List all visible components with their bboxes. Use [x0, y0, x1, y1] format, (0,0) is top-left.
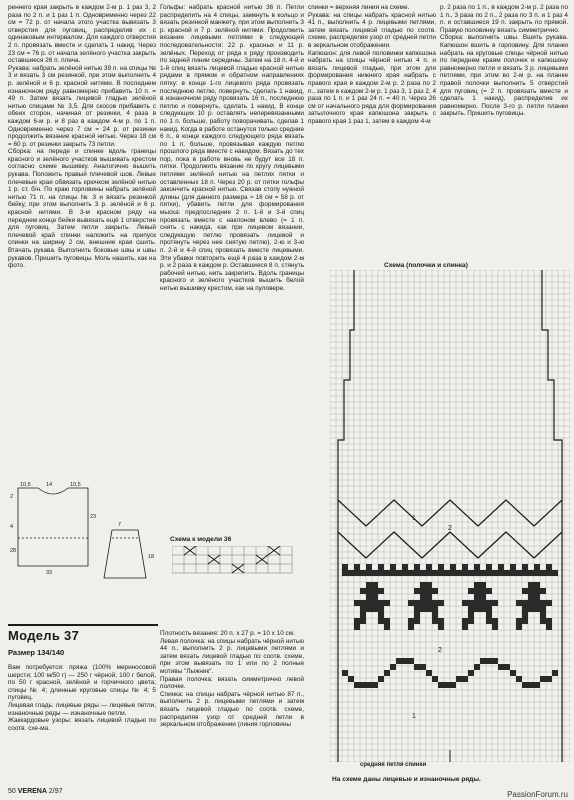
motif-cell — [528, 588, 534, 594]
motif-cell — [492, 570, 498, 576]
motif-cell — [420, 570, 426, 576]
motif-cell — [474, 594, 480, 600]
motif-cell — [408, 658, 414, 664]
motif-cell — [474, 582, 480, 588]
motif-cell — [546, 600, 552, 606]
paragraph: Лицевая гладь: лицевые ряды — лицевые петли, изнаночные ряды — изнаночные петли. — [8, 701, 156, 717]
motif-cell — [510, 570, 516, 576]
motif-cell — [474, 664, 480, 670]
motif-cell — [468, 612, 474, 618]
paragraph: Левая полочка: на спицы набрать чёрной нитью 44 п., выполнить 2 р. лицевыми петлями и затем вязать лицевой гладью по соотв. схеме, при этом вывязать по 1 или по 2 полные мотивы "Лыжник". — [160, 637, 304, 675]
motif-cell — [402, 570, 408, 576]
dim-label: 23 — [90, 514, 97, 520]
motif-cell — [360, 600, 366, 606]
motif-cell — [342, 670, 348, 676]
motif-cell — [480, 570, 486, 576]
pattern-number: 2 — [438, 647, 442, 654]
motif-cell — [510, 670, 516, 676]
motif-cell — [450, 682, 456, 688]
motif-cell — [546, 618, 552, 624]
paragraph: Сборка: на переде и спинке вдоль границы красного и зелёного участков вышивать крестом согласно схеме вышивку. Аналогично вышить рукава. Положить правый плечевой шов. Левые плечевые края обвязать крючком зелёной нитью 1 р. ст. б/н. По краю горловины набрать зелёной нитью 71 п. на спицы № 3 и вязать резинкой бейку, при этом выполнить 3 р. зелёной и 6 р. красной нитями. В 3-м красном ряду на переднем конце бейки вывязать ещё 1 отверстие для пуговиц. Затем петли закрыть. Левый плечевой край спинки наложить на припуск спинки на ширину 2 см, внешние края сшить. Втачать рукава. Выполнить боковые швы и швы рукавов. Пришить пуговицы. Моль нашить, как на фото. — [8, 148, 156, 270]
motif-cell — [354, 570, 360, 576]
motif-cell — [366, 594, 372, 600]
watermark: PassionForum.ru — [507, 790, 568, 799]
motif-cell — [480, 588, 486, 594]
motif-cell — [420, 606, 426, 612]
motif-cell — [354, 618, 360, 624]
motif-cell — [540, 612, 546, 618]
motif-cell — [498, 564, 504, 570]
motif-cell — [462, 618, 468, 624]
motif-cell — [462, 624, 468, 630]
paragraph: Гольфы: набрать красной нитью 36 п. Петли распределить на 4 спицы, замкнуть в кольцо и вязать резинкой манжету, при этом выполнить 3 р. красной и 7 р. зелёной нитями. Продолжить вязание лицевыми петлями в следующей последовательности: 22 р. красных и 11 р. зелёных. Переход от ряда к ряду производить по задней линии середины. Затем на 18 п. 4-й и 1-й спиц вязать лицевой гладью красной нитью рядами в прямом и обратном направлениях пятку: в конце 1-го лицевого ряда провязать последнюю петлю, повернуть, сделать 1 накид, в изнаночном ряду провязать 16 п., последнюю петлю и повернуть, сделать 1 накид. В конце следующих 10 р. оставлять неперевязанными по 1 п. больше, работу поворачивать, сделав 1 накид. Когда в работе останутся только средние 6 п., в конце каждого следующего ряда вязать по 1 п. больше, провязывая каждую петлю прошлого ряда вместе с накидом. Вязать до тех пор, пока в работе вновь не будут все 18 п. пятки. Продолжить вязание по кругу лицевыми петлями зелёной нитью на петлях пятки и оставленных 18 п. Через 20 р. от пятки гольфы закончить красной нитью. Связав стопу нужной длины (для данного размера ≈ 16 см = 58 р. от пятки), убавить петли для формирования мыска: предпоследние 2 п. 1-й и 3-й спиц провязать вместе с наклоном влево (= 1 п. снять с накида, как при лицевом вязании, следующую петлю провязать лицевой и протянуть через нее снятую петлю), 2-ю и 3-ю п. 2-й и 4-й спиц провязать вместе лицевыми. Эти убавки повторить ещё 4 раза в каждом 2-м р. и 2 раза в каждом р. Оставшиеся 8 п. стянуть рабочей нитью, нить закрепить. Вдоль границы красного и зелёного участков вышить белой нитью вышивку крестом, как на пуловере. — [160, 4, 304, 292]
motif-cell — [360, 606, 366, 612]
motif-cell — [540, 618, 546, 624]
motif-cell — [354, 624, 360, 630]
garment-schematic — [8, 478, 158, 588]
motif-cell — [444, 570, 450, 576]
motif-cell — [348, 676, 354, 682]
motif-cell — [390, 570, 396, 576]
model-heading: Модель 37 — [8, 628, 80, 643]
paragraph: Капюшон: для левой половинки капюшона набрать на спицы чёрной нитью 4 п. и вязать лицевой гладью, при этом для формирования нижнего края набрать с правого края в каждом 2-м р. 2 раза по 2 п., затем в каждом 2-м р. 1 раз 3, 1 раз 2, 4 раза по 1 п. и 1 раз 24 п. = 40 п. Через 26 см от начального ряда для формирования затылочного края капюшона закрыть с правого края 1 раз 1, затем в каждом 4-м — [308, 49, 436, 125]
motif-cell — [354, 600, 360, 606]
motif-cell — [474, 606, 480, 612]
motif-cell — [552, 570, 558, 576]
text-column-4 — [440, 4, 568, 118]
motif-cell — [360, 612, 366, 618]
motif-cell — [378, 588, 384, 594]
motif-cell — [384, 570, 390, 576]
motif-cell — [402, 658, 408, 664]
motif-cell — [498, 664, 504, 670]
motif-cell — [474, 588, 480, 594]
motif-cell — [462, 600, 468, 606]
pattern-number: 1 — [412, 515, 416, 522]
motif-cell — [390, 664, 396, 670]
motif-cell — [504, 664, 510, 670]
chart-note: На схеме даны лицевые и изнаночные ряды. — [332, 776, 481, 783]
issue-number: 2/97 — [48, 788, 63, 795]
motif-cell — [456, 676, 462, 682]
motif-cell — [366, 570, 372, 576]
motif-cell — [402, 564, 408, 570]
magazine-brand: VERENA — [17, 788, 47, 795]
motif-cell — [462, 564, 468, 570]
motif-cell — [474, 564, 480, 570]
text-column-2 — [160, 4, 304, 293]
motif-cell — [432, 676, 438, 682]
motif-cell — [414, 600, 420, 606]
instructions-column — [160, 630, 304, 729]
knitting-chart — [330, 270, 570, 762]
dim-label: 10,5 — [20, 482, 31, 488]
motif-cell — [552, 670, 558, 676]
motif-cell — [468, 618, 474, 624]
section-rule — [8, 624, 158, 626]
motif-cell — [462, 676, 468, 682]
motif-cell — [378, 564, 384, 570]
motif-cell — [432, 618, 438, 624]
motif-cell — [360, 618, 366, 624]
paragraph: Жаккардовые узоры: вязать лицевой гладью по соотв. схе-ма. — [8, 717, 156, 732]
motif-cell — [534, 682, 540, 688]
motif-cell — [414, 570, 420, 576]
motif-cell — [438, 624, 444, 630]
motif-cell — [450, 570, 456, 576]
motif-cell — [534, 564, 540, 570]
page-number: 50 — [8, 788, 16, 795]
motif-cell — [540, 676, 546, 682]
motif-cell — [384, 600, 390, 606]
motif-cell — [546, 570, 552, 576]
motif-cell — [360, 588, 366, 594]
motif-cell — [438, 682, 444, 688]
text-column-3 — [308, 4, 436, 126]
motif-cell — [408, 624, 414, 630]
paragraph: Рукава: набрать зелёной нитью 39 п. на спицы № 3 и вязать 3 см резинкой, при этом выполнить 4 р. зелёной и 6 р. красной нитями. В последнем изнаночном ряду равномерно прибавить 10 п. = 49 п. Затем вязать лицевой гладью зелёной нитью спицами № 3,5. Для скосов прибавить с обеих сторон, начиная от резинки, 4 раза в каждом 6-м р. и 8 раз в каждом 4-м р. по 1 п. Одновременно через 7 см = 24 р. от резинки продолжить вязание красной нитью. Через 18 см = 60 р. от резинки закрыть 73 петли. — [8, 64, 156, 148]
motif-cell — [426, 570, 432, 576]
motif-cell — [426, 588, 432, 594]
motif-cell — [486, 600, 492, 606]
motif-cell — [486, 606, 492, 612]
dim-label: 14 — [46, 482, 53, 488]
motif-cell — [534, 582, 540, 588]
paragraph: Спинка: на спицы набрать чёрной нитью 87 п., выполнить 2 р. лицевыми петлями и затем вязать лицевой гладью по соотв. схеме, распределяя узор от средней петли в зеркальном отображении (линия горловины — [160, 690, 304, 729]
text-column-1 — [8, 4, 156, 270]
motif-cell — [432, 588, 438, 594]
motif-cell — [408, 570, 414, 576]
motif-cell — [414, 606, 420, 612]
motif-cell — [522, 606, 528, 612]
motif-cell — [360, 570, 366, 576]
motif-cell — [516, 676, 522, 682]
paragraph: Сборка: выполнить швы. Вшить рукава. Капюшон вшить в горловину. Для планки набрать на круговые спицы чёрной нитью по переднем краям полочек и капюшону равномерно петли и вязать 3 р. лицевыми петлями, при этом во 2-м р. на планке правой полочки выполнить 5 отверстий для пуговиц (= 2 п. провязать вместе и сделать 1 накид), распределив их равномерно. После 3-го р. петли планки закрыть. Пришить пуговицы. — [440, 34, 568, 118]
motif-cell — [372, 582, 378, 588]
motif-cell — [378, 570, 384, 576]
dim-label: 18 — [148, 554, 155, 560]
pattern-number: 2 — [448, 525, 452, 532]
motif-cell — [408, 600, 414, 606]
motif-cell — [474, 600, 480, 606]
motif-cell — [480, 606, 486, 612]
motif-cell — [540, 600, 546, 606]
paragraph: Плотность вязания: 20 п. x 27 р. = 10 x 10 см. — [160, 630, 295, 637]
motif-cell — [432, 606, 438, 612]
motif-cell — [468, 570, 474, 576]
motif-cell — [366, 600, 372, 606]
main-chart-caption: Схема (полочки и спинка) — [384, 262, 468, 269]
motif-cell — [438, 564, 444, 570]
motif-cell — [486, 564, 492, 570]
motif-cell — [516, 624, 522, 630]
small-chart-grid — [172, 546, 294, 574]
motif-cell — [486, 588, 492, 594]
motif-cell — [432, 612, 438, 618]
motif-cell — [444, 682, 450, 688]
paragraph: р. 2 раза по 1 п., в каждом 2-м р. 2 раза по 1 п., 3 раза по 2 п., 2 раза по 3 п. и 1 раз 4 п. и оставшиеся 19 п. закрыть по прямой. Правую половинку вязать симметрично. — [440, 4, 568, 34]
motif-cell — [480, 600, 486, 606]
motif-cell — [426, 594, 432, 600]
motif-cell — [420, 594, 426, 600]
motif-cell — [426, 582, 432, 588]
paragraph: реннего края закрыть в каждом 2-м р. 1 раз 3, 2 раза по 2 п. и 1 раз 1 п. Одновременно через 22 см = 72 р. от начала этого участка вывязать 3 отверстия для пуговиц, распределив их с одинаковым интервалом. Для каждого отверстия 2 п. провязать вместе и сделать 1 накид. Через 23 см = 76 р. от начала зелёного участка закрыть оставшиеся 26 п. плеча. — [8, 4, 156, 65]
pattern-number: 1 — [412, 713, 416, 720]
motif-cell — [378, 606, 384, 612]
motif-cell — [420, 600, 426, 606]
materials-column — [8, 664, 156, 732]
motif-cell — [468, 606, 474, 612]
motif-cell — [384, 670, 390, 676]
motif-cell — [360, 682, 366, 688]
motif-cell — [528, 600, 534, 606]
motif-cell — [384, 618, 390, 624]
motif-cell — [414, 664, 420, 670]
motif-cell — [522, 682, 528, 688]
motif-cell — [534, 588, 540, 594]
motif-cell — [378, 618, 384, 624]
motif-cell — [522, 600, 528, 606]
motif-cell — [420, 582, 426, 588]
motif-cell — [408, 618, 414, 624]
dim-label: 28 — [10, 548, 17, 554]
motif-cell — [480, 658, 486, 664]
dim-label: 33 — [46, 570, 53, 576]
paragraph: спинки = верхняя линия на схеме. — [308, 4, 410, 11]
motif-cell — [462, 570, 468, 576]
motif-cell — [510, 564, 516, 570]
motif-cell — [486, 658, 492, 664]
motif-cell — [492, 658, 498, 664]
dim-label: 2 — [10, 494, 14, 500]
motif-cell — [354, 564, 360, 570]
motif-cell — [516, 618, 522, 624]
paragraph: Рукава: на спицы набрать красной нитью 41 п., выполнить 4 р. лицевыми петлями, затем вязать лицевой гладью по соотв. схеме, распределяя узор от средней петли в зеркальном отображении. — [308, 11, 436, 49]
motif-cell — [528, 570, 534, 576]
motif-cell — [534, 606, 540, 612]
motif-cell — [516, 570, 522, 576]
motif-cell — [426, 606, 432, 612]
paragraph: Правая полочка: вязать симметрично левой полочке. — [160, 675, 304, 691]
motif-cell — [492, 600, 498, 606]
motif-cell — [414, 612, 420, 618]
motif-cell — [522, 588, 528, 594]
motif-cell — [468, 588, 474, 594]
motif-cell — [522, 564, 528, 570]
dim-label: 7 — [118, 522, 122, 528]
motif-cell — [528, 682, 534, 688]
dim-label: 4 — [10, 524, 14, 530]
motif-cell — [516, 600, 522, 606]
small-chart-caption: Схема к модели 36 — [170, 536, 232, 543]
motif-cell — [372, 588, 378, 594]
motif-cell — [480, 594, 486, 600]
motif-cell — [528, 606, 534, 612]
size-label: Размер 134/140 — [8, 648, 65, 657]
motif-cell — [522, 612, 528, 618]
motif-cell — [546, 564, 552, 570]
motif-cell — [378, 612, 384, 618]
motif-cell — [534, 594, 540, 600]
motif-cell — [492, 618, 498, 624]
motif-cell — [480, 582, 486, 588]
motif-cell — [546, 624, 552, 630]
motif-cell — [546, 676, 552, 682]
motif-cell — [474, 570, 480, 576]
motif-cell — [432, 600, 438, 606]
motif-cell — [366, 606, 372, 612]
motif-cell — [468, 670, 474, 676]
motif-cell — [528, 594, 534, 600]
motif-cell — [528, 582, 534, 588]
motif-cell — [432, 570, 438, 576]
motif-cell — [456, 570, 462, 576]
motif-cell — [438, 570, 444, 576]
motif-cell — [498, 570, 504, 576]
motif-cell — [372, 682, 378, 688]
motif-cell — [366, 582, 372, 588]
motif-cell — [468, 600, 474, 606]
page-footer — [8, 788, 63, 795]
motif-cell — [414, 564, 420, 570]
motif-cell — [366, 588, 372, 594]
motif-cell — [486, 612, 492, 618]
paragraph: Вам потребуется: пряжа (100% мериносовой шерсти; 100 м/50 г) — 250 г чёрной, 100 г белой, по 50 г красной, зелёной и горчичного цвета; спицы № 4; длинные круговые спицы № 4; 5 пуговиц. — [8, 664, 156, 702]
chart-center-label: средняя петля спинки — [360, 762, 427, 768]
motif-cell — [540, 570, 546, 576]
motif-cell — [534, 600, 540, 606]
motif-cell — [438, 600, 444, 606]
motif-cell — [426, 564, 432, 570]
motif-cell — [522, 618, 528, 624]
motif-cell — [420, 664, 426, 670]
motif-cell — [372, 600, 378, 606]
motif-cell — [366, 682, 372, 688]
motif-cell — [414, 588, 420, 594]
motif-cell — [390, 564, 396, 570]
motif-cell — [522, 570, 528, 576]
motif-cell — [378, 600, 384, 606]
motif-cell — [372, 606, 378, 612]
motif-cell — [420, 588, 426, 594]
motif-cell — [438, 618, 444, 624]
motif-cell — [342, 570, 348, 576]
motif-cell — [486, 618, 492, 624]
motif-cell — [540, 588, 546, 594]
motif-cell — [504, 570, 510, 576]
motif-cell — [540, 606, 546, 612]
motif-cell — [450, 564, 456, 570]
motif-cell — [486, 570, 492, 576]
motif-cell — [378, 676, 384, 682]
motif-cell — [492, 624, 498, 630]
motif-cell — [426, 670, 432, 676]
motif-cell — [534, 570, 540, 576]
motif-cell — [384, 624, 390, 630]
motif-cell — [348, 570, 354, 576]
dim-label: 10,5 — [70, 482, 81, 488]
motif-cell — [342, 564, 348, 570]
motif-cell — [426, 600, 432, 606]
motif-cell — [396, 658, 402, 664]
motif-cell — [396, 570, 402, 576]
motif-cell — [366, 564, 372, 570]
motif-cell — [414, 618, 420, 624]
motif-cell — [354, 682, 360, 688]
motif-cell — [372, 594, 378, 600]
motif-cell — [372, 570, 378, 576]
